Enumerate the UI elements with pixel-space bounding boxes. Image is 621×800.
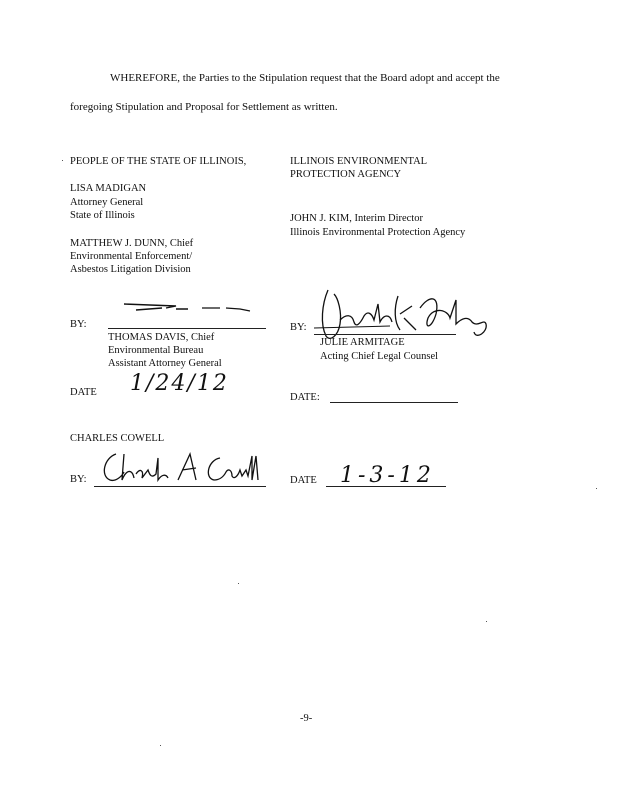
right-date-line	[330, 402, 458, 403]
chief-name: MATTHEW J. DUNN, Chief	[70, 238, 194, 249]
attorney-general-title: Attorney General	[70, 197, 144, 208]
right-by-label: BY:	[290, 322, 307, 333]
cowell-date-label: DATE	[290, 475, 317, 486]
agency-heading-line-1: ILLINOIS ENVIRONMENTAL	[290, 156, 428, 167]
right-signature-line	[314, 334, 456, 335]
left-by-label: BY:	[70, 319, 87, 330]
right-signer-title: Acting Chief Legal Counsel	[320, 351, 439, 362]
cowell-date-line	[326, 486, 446, 487]
attorney-general-state: State of Illinois	[70, 210, 135, 221]
left-signer-bureau: Environmental Bureau	[108, 345, 204, 356]
attorney-general-name: LISA MADIGAN	[70, 183, 147, 194]
scan-speck	[62, 160, 63, 161]
left-date-label: DATE	[70, 387, 97, 398]
left-date-handwritten: 1/24/12	[130, 371, 229, 396]
page-number: -9-	[300, 713, 313, 724]
scan-speck	[486, 621, 487, 622]
davis-signature	[118, 298, 268, 318]
cowell-name: CHARLES COWELL	[70, 433, 165, 444]
agency-heading-line-2: PROTECTION AGENCY	[290, 169, 402, 180]
right-signer-name: JULIE ARMITAGE	[320, 337, 405, 348]
paragraph-line-2: foregoing Stipulation and Proposal for Settlement as written.	[70, 101, 338, 113]
right-date-label: DATE:	[290, 392, 320, 403]
director-name: JOHN J. KIM, Interim Director	[290, 213, 423, 224]
cowell-by-label: BY:	[70, 474, 87, 485]
cowell-signature	[96, 448, 266, 488]
director-agency: Illinois Environmental Protection Agency	[290, 227, 466, 238]
scan-speck	[160, 745, 161, 746]
people-party-heading: PEOPLE OF THE STATE OF ILLINOIS,	[70, 156, 247, 167]
paragraph-line-1: WHEREFORE, the Parties to the Stipulation request that the Board adopt and accept the	[110, 72, 500, 84]
chief-division-line-2: Asbestos Litigation Division	[70, 264, 191, 275]
scan-speck	[238, 583, 239, 584]
scan-speck	[596, 488, 597, 489]
chief-division-line-1: Environmental Enforcement/	[70, 251, 193, 262]
left-signer-name: THOMAS DAVIS, Chief	[108, 332, 215, 343]
left-signature-line	[108, 328, 266, 329]
cowell-date-handwritten: 1-3-12	[340, 463, 435, 488]
cowell-signature-line	[94, 486, 266, 487]
left-signer-title: Assistant Attorney General	[108, 358, 222, 369]
